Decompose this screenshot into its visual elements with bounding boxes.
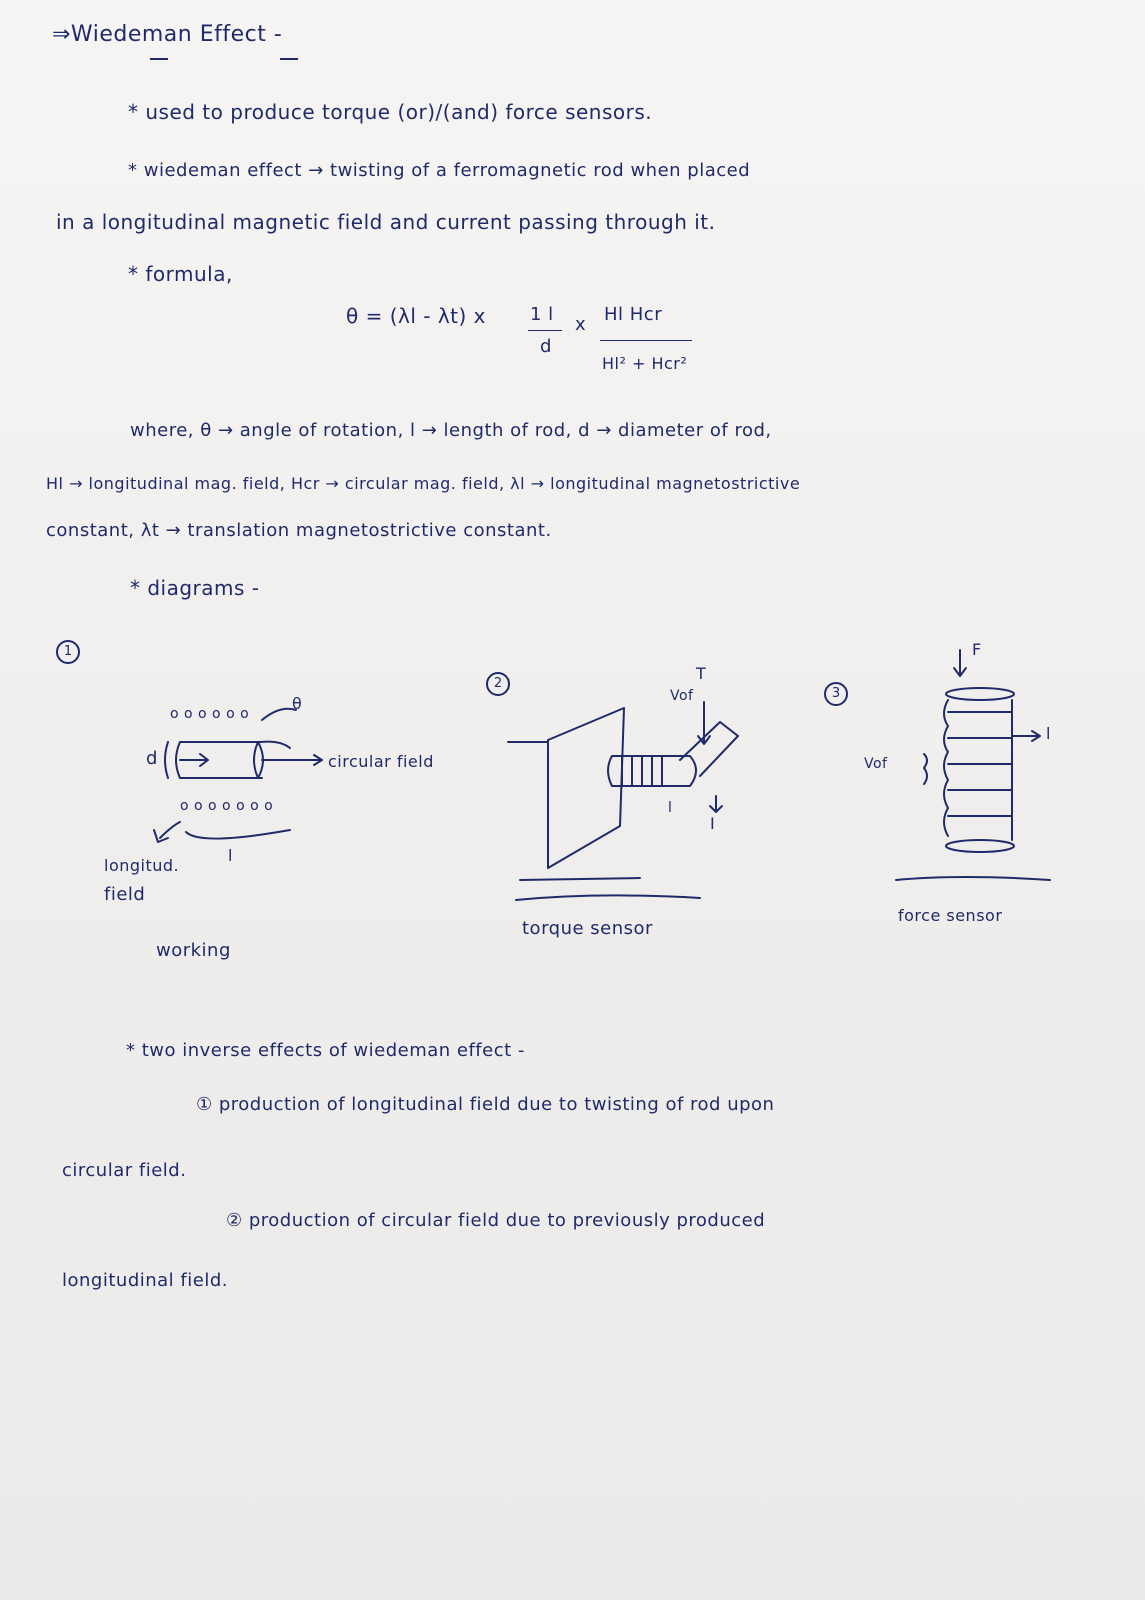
formula-times: x [575, 314, 587, 335]
formula-lhs: θ = (λl - λt) x [346, 304, 487, 328]
bullet-usage: * used to produce torque (or)/(and) force sensors. [128, 100, 653, 124]
diagram3-number: 3 [824, 682, 848, 706]
diagram2-vof-label: Vof [670, 688, 694, 704]
coil-bottom-cap [946, 840, 1014, 852]
inverse-item1-line2: circular field. [62, 1160, 187, 1181]
where-line3: constant, λt → translation magnetostrictive constant. [46, 520, 552, 541]
diagram1-number: 1 [56, 640, 80, 664]
where-line2: Hl → longitudinal mag. field, Hcr → circular mag. field, λl → longitudinal magnetostrictive [46, 474, 801, 493]
diagram3-caption: force sensor [898, 906, 1003, 925]
diagram2-number: 2 [486, 672, 510, 696]
coil-top-cap [946, 688, 1014, 700]
formula-frac1-numerator: 1 l [530, 304, 554, 325]
diagram2-i-label: I [710, 814, 716, 833]
diagram3-f-label: F [972, 640, 982, 659]
diagram2-l-label: l [668, 800, 673, 816]
formula-frac2-numerator: Hl Hcr [604, 304, 663, 325]
formula-frac2-denominator: Hl² + Hcr² [602, 354, 688, 373]
diagram3-l-label: l [1046, 724, 1051, 743]
force-arrow [954, 650, 966, 676]
diagram1-circular-field: circular field [328, 752, 434, 771]
inverse-item2-line2: longitudinal field. [62, 1270, 228, 1291]
diagram1-field-label: field [104, 884, 146, 905]
bullet-definition-line1: * wiedeman effect → twisting of a ferromagnetic rod when placed [128, 160, 751, 181]
page-title: ⇒Wiedeman Effect - [52, 22, 283, 47]
coil-windings [948, 712, 1012, 816]
diagram1-longitud-label: longitud. [104, 856, 180, 875]
inverse-item1-line1: ① production of longitudinal field due to twisting of rod upon [196, 1094, 775, 1115]
diagram1-caption: working [156, 940, 231, 961]
diagram2-caption: torque sensor [522, 918, 653, 939]
diagrams-heading: * diagrams - [130, 576, 260, 600]
pickup-coil [924, 754, 927, 784]
formula-frac1-denominator: d [540, 336, 552, 357]
where-line1: where, θ → angle of rotation, l → length of rod, d → diameter of rod, [130, 420, 772, 441]
diagram1-top-circles: o o o o o o [170, 706, 250, 722]
diagram3-vof-label: Vof [864, 756, 888, 772]
inverse-heading: * two inverse effects of wiedeman effect - [126, 1040, 525, 1061]
diagram2-t-label: T [696, 664, 707, 683]
length-arrow [1012, 731, 1040, 741]
diagram1-d-label: d [146, 748, 158, 769]
caption-brace [896, 877, 1050, 880]
bullet-formula: * formula, [128, 262, 233, 286]
diagram1-bottom-circles: o o o o o o o [180, 798, 274, 814]
diagram1-l-label: l [228, 846, 233, 865]
diagram1-theta: θ [292, 694, 303, 713]
bullet-definition-line2: in a longitudinal magnetic field and current passing through it. [56, 210, 716, 234]
inverse-item2-line1: ② production of circular field due to previously produced [226, 1210, 766, 1231]
